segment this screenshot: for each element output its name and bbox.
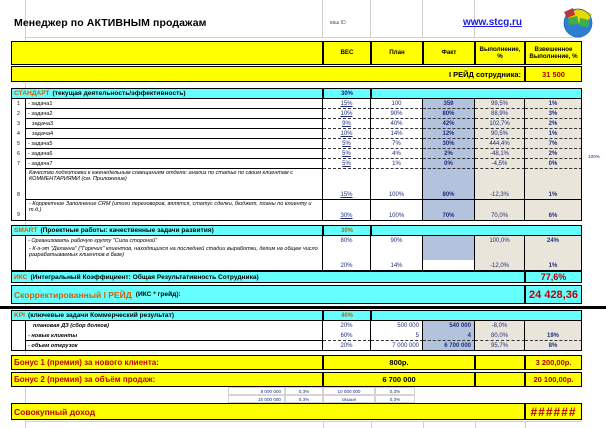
cell-fact-empty	[423, 260, 475, 271]
bonus-scale-percent2: 0,3%	[375, 395, 415, 403]
section-header-smart-label: SMART	[14, 227, 38, 234]
total-income-value: ######	[525, 403, 582, 420]
grade-row-label: I РЕЙД сотрудника:	[11, 66, 525, 82]
column-header-vypolnenie	[475, 41, 525, 65]
cell-vzv: 1%	[525, 99, 582, 109]
task-label: - задача5	[26, 139, 323, 149]
column-header-vzv-label: Взвешенное Выполнение, %	[529, 45, 578, 60]
cell-ves: 5%	[323, 149, 371, 159]
cell-ves: 10%	[323, 129, 371, 139]
cell-plan: 90%	[371, 236, 423, 246]
column-header-fact: Факт	[423, 41, 475, 65]
cell-fact: 6 700 000	[423, 341, 475, 351]
cell-fact: 80%	[423, 169, 475, 200]
cell-fact: 4	[423, 331, 475, 341]
cell-vypolnenie: 444,4%	[475, 139, 525, 149]
cell-vypolnenie: 90,5%	[475, 129, 525, 139]
task-label: задача4	[26, 129, 323, 139]
cell-ves: 20%	[323, 321, 371, 331]
row-number-blank	[11, 341, 26, 351]
row-number: 3	[11, 119, 26, 129]
grade-row-value: 31 500	[525, 66, 582, 82]
crm-task-label: - Корректное Заполнение CRM (итоги переговоров, вялятся, статус сделки, бюджет, планы по клиенту и т.д.)	[29, 201, 312, 214]
kpi-task-cell	[26, 331, 323, 341]
crm-task-cell	[26, 200, 323, 221]
task-label: задача3	[26, 119, 323, 129]
cell-vypolnenie: 88,9%	[475, 109, 525, 119]
bonus-scale-percent: 0,3%	[285, 395, 323, 403]
cell-vzv: 2%	[525, 119, 582, 129]
quality-task-cell	[26, 169, 323, 200]
grid-line	[371, 421, 372, 428]
kpi-task-label: плановая ДЗ (сбор долгов)	[33, 323, 109, 329]
cell-fact: 540 000	[423, 321, 475, 331]
section-header-standard-note: (текущая деятельность/эффективность)	[52, 90, 186, 97]
cell-plan: 100%	[371, 200, 423, 221]
column-header-ves: ВЕС	[323, 41, 371, 65]
section-divider	[0, 306, 606, 309]
corrected-grade-label: Скорректированный I РЕЙД	[14, 289, 132, 300]
cell-vypolnenie: 95,7%	[475, 341, 525, 351]
row-number-blank	[11, 331, 26, 341]
row-number: 2	[11, 109, 26, 119]
bonus-scale-percent: 0,3%	[285, 387, 323, 395]
cell-vypolnenie: -48,1%	[475, 149, 525, 159]
cell-ves: 9%	[323, 119, 371, 129]
row-number-blank	[11, 236, 26, 246]
kpi-task-label: - новые клиенты	[28, 332, 78, 339]
grid-line	[26, 421, 582, 422]
column-header-vypolnenie-label: Выполнение, %	[479, 45, 521, 60]
row-number-blank	[11, 321, 26, 331]
cell-ves: 5%	[323, 139, 371, 149]
grid-line	[26, 37, 582, 38]
cell-fact	[423, 236, 475, 260]
row-number: 7	[11, 159, 26, 169]
cell-vzv: 1%	[525, 246, 582, 271]
grid-cell	[371, 0, 423, 38]
header-blank-cell	[11, 41, 323, 65]
cell-fact: 42%	[423, 119, 475, 129]
bonus-scale-percent2: 0,3%	[375, 387, 415, 395]
bonus2-label: Бонус 2 (премия) за объём продаж:	[14, 375, 156, 384]
cell-vypolnenie: 102,7%	[475, 119, 525, 129]
cell-plan: 5	[371, 331, 423, 341]
cell-plan: 14%	[371, 246, 423, 271]
website-link[interactable]: www.stcg.ru	[462, 16, 523, 28]
section-header-smart	[11, 225, 323, 236]
row-number: 9	[11, 200, 26, 221]
cell-vzv: 19%	[525, 331, 582, 341]
grid-line	[525, 421, 526, 428]
iks-label: ИКС	[14, 273, 28, 281]
smart-task-label: - Организовать рабочую группу "Сила стороной"	[28, 238, 158, 244]
cell-fact: 0%	[423, 159, 475, 169]
row-number: 5	[11, 139, 26, 149]
bonus-scale-threshold2: 10 000 000	[323, 387, 375, 395]
cell-ves: 15%	[323, 169, 371, 200]
smart-task-label: - К-э-эт "Деланна" ("Горячих" клиентов, находящихся на последней стадии выработки, делим на общее число разрабатываемых клиентов в базе)	[29, 246, 318, 259]
smart-task-cell	[26, 246, 323, 271]
smart-weight-total: 30%	[323, 225, 371, 236]
cell-vzv: 2%	[525, 149, 582, 159]
bonus-scale-threshold: 8 000 000	[228, 387, 285, 395]
row-number-blank	[11, 246, 26, 271]
kpi-task-label: - объем отгрузок	[28, 342, 78, 349]
iks-note: (Интегральный Коэффициент: Общая Результативность Сотрудника)	[30, 273, 259, 281]
cell-vzv: 24%	[525, 236, 582, 246]
task-label: - задача7	[26, 159, 323, 169]
cell-vzv: 0%	[525, 159, 582, 169]
cell-ves: 60%	[323, 331, 371, 341]
quality-task-label: Качество подготовки к еженедельным совещаниям отдела: анализ по статье по своим клиентам с КОММЕНТАРИЯМИ (см. Приложение)	[29, 170, 293, 183]
cell-vzv: 1%	[525, 169, 582, 200]
cell-vypolnenie: -12,0%	[475, 246, 525, 271]
task-label: - задача2	[26, 109, 323, 119]
cell-vypolnenie: 80,0%	[475, 331, 525, 341]
cell-vzv: 6%	[525, 200, 582, 221]
corrected-grade-value: 24 428,36	[525, 285, 582, 304]
bonus2-volume: 6 700 000	[323, 372, 475, 387]
cell-fact: 80%	[423, 109, 475, 119]
bonus-scale-threshold: 15 000 000	[228, 395, 285, 403]
cell-fact: 2%	[423, 149, 475, 159]
cell-vzv: 7%	[525, 139, 582, 149]
bonus1-spacer	[475, 355, 525, 370]
section-header-smart-note: (Проектные работы: качественные задачи развития)	[40, 227, 214, 234]
cell-vypolnenie: 70,0%	[475, 200, 525, 221]
bonus1-label: Бонус 1 (премия) за нового клиента:	[14, 358, 159, 367]
section-header-kpi-note: (ключевые задачи Коммерческий результат)	[28, 312, 175, 319]
standard-weight-total: 30%	[323, 88, 371, 99]
cell-vypolnenie: 99,5%	[475, 99, 525, 109]
total-income-label: Совокупный доход	[14, 406, 96, 417]
row-number: 6	[11, 149, 26, 159]
cell-vypolnenie: -12,3%	[475, 169, 525, 200]
cell-plan: 100%	[371, 169, 423, 200]
smart-task-cell	[26, 236, 323, 246]
cell-fact: 30%	[423, 139, 475, 149]
standard-side-total: 100%	[588, 153, 600, 159]
cell-plan: 1%	[371, 159, 423, 169]
section-header-standard	[11, 88, 323, 99]
bonus1-rate: 800р.	[323, 355, 475, 370]
user-id-note: ваш ID	[330, 20, 346, 26]
cell-plan: 100	[371, 99, 423, 109]
cell-fact: 70%	[423, 200, 475, 221]
cell-ves: 30%	[323, 200, 371, 221]
cell-plan: 500 000	[371, 321, 423, 331]
cell-ves: 80%	[323, 236, 371, 246]
cell-plan: 7%	[371, 139, 423, 149]
total-income-row	[11, 403, 525, 420]
cell-fact: 12%	[423, 129, 475, 139]
cell-ves: 15%	[323, 99, 371, 109]
grid-line	[423, 421, 424, 428]
cell-vypolnenie: 100,0%	[475, 236, 525, 246]
cell-fact: 359	[423, 99, 475, 109]
task-label: - задача6	[26, 149, 323, 159]
globe-puzzle-logo	[548, 6, 604, 38]
row-number: 4	[11, 129, 26, 139]
row-number: 8	[11, 169, 26, 200]
cell-vzv: 3%	[525, 109, 582, 119]
bonus2-spacer	[475, 372, 525, 387]
cell-vypolnenie: -4,5%	[475, 159, 525, 169]
cell-vzv: 1%	[525, 129, 582, 139]
smart-header-filler	[371, 225, 582, 236]
cell-plan: 40%	[371, 119, 423, 129]
cell-vypolnenie: -8,0%	[475, 321, 525, 331]
kpi-header-filler	[371, 310, 582, 321]
iks-row	[11, 271, 525, 283]
cell-plan: 4%	[371, 149, 423, 159]
cell-plan: 7 000 000	[371, 341, 423, 351]
cell-ves: 10%	[323, 109, 371, 119]
row-number: 1	[11, 99, 26, 109]
grid-line	[323, 421, 324, 428]
column-header-vzv-vypolnenie	[525, 41, 582, 65]
standard-header-filler	[371, 88, 582, 99]
column-header-plan: План	[371, 41, 423, 65]
section-header-kpi	[11, 310, 323, 321]
bonus1-row	[11, 355, 323, 370]
kpi-task-cell	[26, 341, 323, 351]
section-header-standard-label: СТАНДАРТ	[14, 90, 50, 97]
iks-value: 77,6%	[525, 271, 582, 283]
task-label: - задача1	[26, 99, 323, 109]
corrected-grade-row	[11, 285, 525, 304]
cell-plan: 90%	[371, 109, 423, 119]
cell-ves: 20%	[323, 341, 371, 351]
bonus2-row	[11, 372, 323, 387]
cell-vzv: 8%	[525, 341, 582, 351]
kpi-weight-total: 40%	[323, 310, 371, 321]
section-header-kpi-label: KPI	[14, 312, 25, 319]
bonus-scale-threshold2: свыше	[323, 395, 375, 403]
cell-vzv	[525, 321, 582, 331]
cell-ves: 20%	[323, 246, 371, 271]
cell-ves: 5%	[323, 159, 371, 169]
grid-line	[475, 421, 476, 428]
bonus2-amount: 20 100,00р.	[525, 372, 582, 387]
kpi-task-cell	[26, 321, 323, 331]
cell-plan: 14%	[371, 129, 423, 139]
page-title: Менеджер по АКТИВНЫМ продажам	[14, 17, 207, 29]
bonus1-amount: 3 200,00р.	[525, 355, 582, 370]
corrected-grade-note: (ИКС * грейд):	[135, 291, 181, 298]
